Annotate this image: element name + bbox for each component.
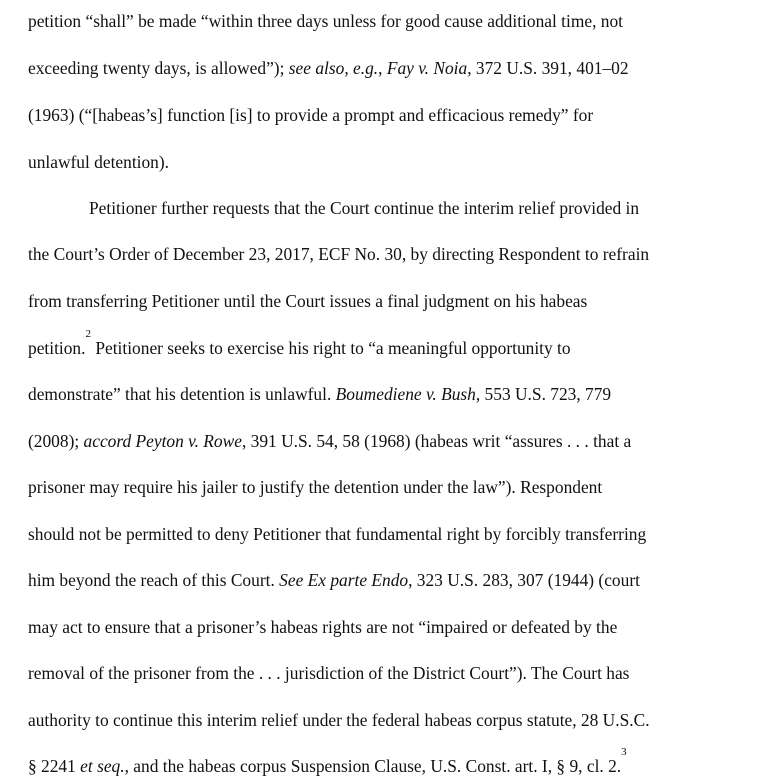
citation-italic: accord Peyton v. Rowe <box>83 431 242 451</box>
text-segment: unlawful detention). <box>28 152 170 172</box>
text-segment: the Court’s Order of December 23, 2017, ECF No. 30, by directing Respondent to refrain <box>28 244 650 264</box>
text-line <box>28 522 646 546</box>
text-segment: Petitioner further requests that the Court continue the interim relief provided in <box>89 198 640 218</box>
text-segment: should not be permitted to deny Petitioner that fundamental right by forcibly transferring <box>28 524 647 544</box>
text-line <box>28 242 649 266</box>
text-line <box>28 150 169 174</box>
text-segment: demonstrate” that his detention is unlawful. <box>28 384 336 404</box>
text-line <box>28 9 623 33</box>
citation-italic: Boumediene v. Bush <box>335 384 476 404</box>
text-segment: Petitioner seeks to exercise his right to “a meaningful opportunity to <box>90 338 571 358</box>
text-line <box>89 196 639 220</box>
text-segment: , 553 U.S. 723, 779 <box>475 384 612 404</box>
text-line <box>28 429 631 453</box>
text-segment: § 2241 <box>28 756 81 776</box>
text-line <box>28 289 587 313</box>
text-segment: may act to ensure that a prisoner’s habeas rights are not “impaired or defeated by the <box>28 617 618 637</box>
text-line <box>28 103 593 127</box>
text-line <box>28 661 629 685</box>
footnote-marker: 2 <box>85 328 91 340</box>
text-segment: from transferring Petitioner until the Court issues a final judgment on his habeas <box>28 291 588 311</box>
text-line <box>28 475 602 499</box>
text-segment: prisoner may require his jailer to justify the detention under the law”). Respondent <box>28 477 603 497</box>
text-line <box>28 568 640 592</box>
text-segment: (2008); <box>28 431 84 451</box>
text-segment: , 323 U.S. 283, 307 (1944) (court <box>408 570 640 590</box>
text-segment: , 391 U.S. 54, 58 (1968) (habeas writ “assures . . . that a <box>241 431 632 451</box>
text-line <box>28 382 611 406</box>
text-segment: , and the habeas corpus Suspension Clause, U.S. Const. art. I, § 9, cl. 2. <box>124 756 622 776</box>
text-segment: , 372 U.S. 391, 401–02 <box>467 58 629 78</box>
citation-italic: see also, e.g. <box>288 58 379 78</box>
citation-italic: Fay v. Noia <box>386 58 468 78</box>
text-segment: removal of the prisoner from the . . . jurisdiction of the District Court”). The Court has <box>28 663 630 683</box>
footnote-marker: 3 <box>621 746 627 758</box>
text-line <box>28 708 650 732</box>
citation-italic: et seq. <box>80 756 125 776</box>
text-line <box>28 56 629 80</box>
text-line <box>28 615 617 639</box>
citation-italic: See Ex parte Endo <box>279 570 409 590</box>
text-segment: petition. <box>28 338 86 358</box>
text-segment: (1963) (“[habeas’s] function [is] to provide a prompt and efficacious remedy” for <box>28 105 594 125</box>
text-line <box>28 328 571 360</box>
text-segment: authority to continue this interim relief under the federal habeas corpus statute, 28 U.S.C. <box>28 710 650 730</box>
text-segment: exceeding twenty days, is allowed”); <box>28 58 289 78</box>
text-segment: , <box>378 58 387 78</box>
text-line <box>28 746 627 778</box>
text-segment: petition “shall” be made “within three days unless for good cause additional time, not <box>28 11 623 31</box>
text-segment: him beyond the reach of this Court. <box>28 570 280 590</box>
